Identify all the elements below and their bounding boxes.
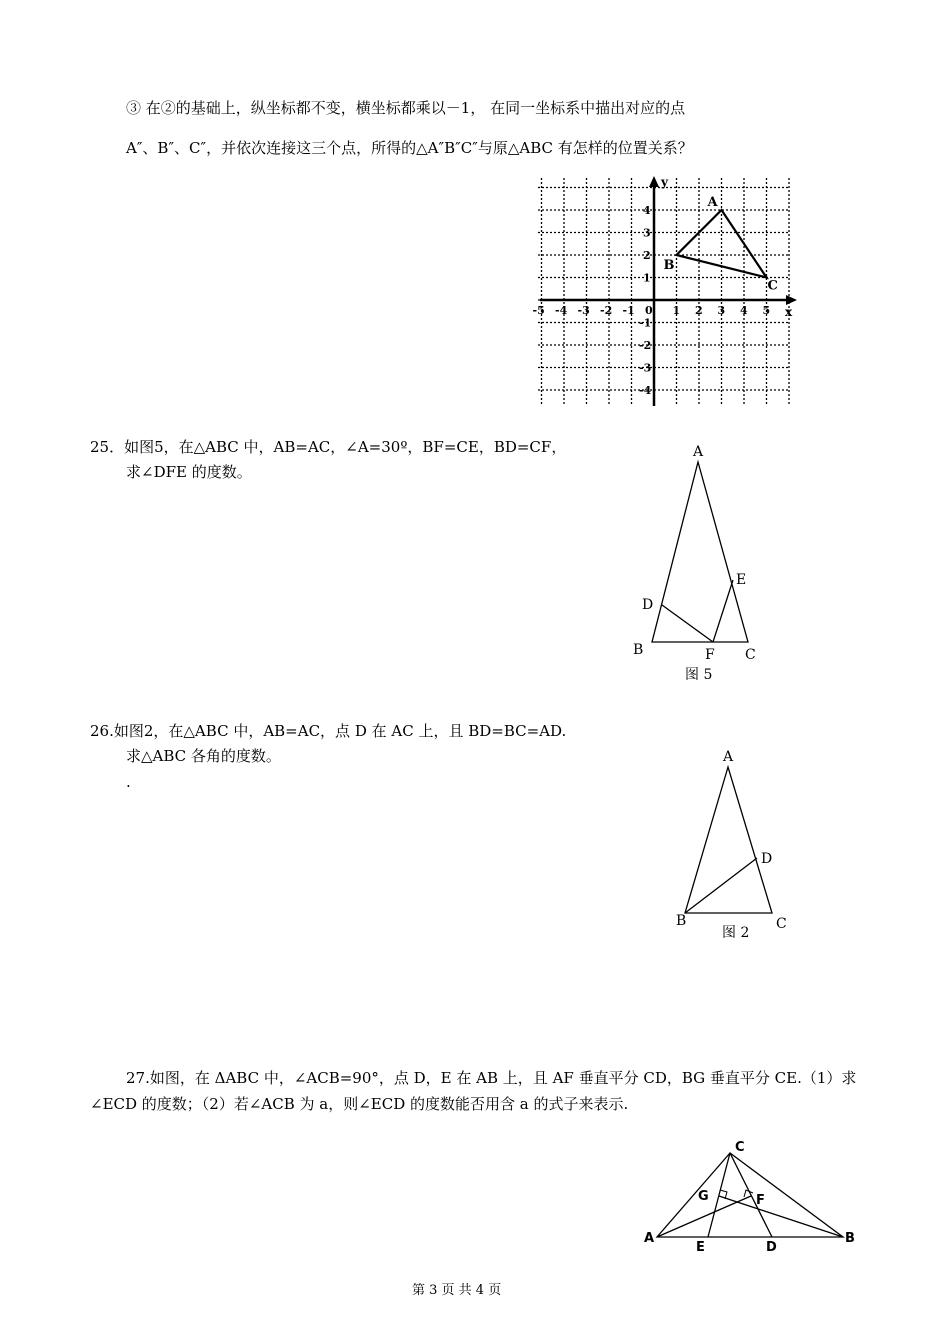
fig2-label-b: B [676, 913, 687, 929]
q24-line2: A″、B″、C″，并依次连接这三个点，所得的△A″B″C″与原△ABC 有怎样的位置关系？ [126, 139, 693, 157]
y-tick-label: -4 [639, 384, 652, 397]
x-tick-label: 4 [740, 304, 748, 317]
figure-5 [625, 440, 785, 690]
fig2-label-c: C [776, 916, 787, 932]
point-a-label: A [707, 195, 718, 210]
axis-x-label: x [785, 305, 793, 319]
y-tick-label: -1 [639, 316, 652, 330]
fig2-caption: 图 2 [722, 925, 750, 941]
fig27-label-g: G [698, 1189, 709, 1204]
y-axis-arrow [649, 176, 659, 187]
fig5-label-a: A [693, 444, 704, 460]
x-tick-label: -3 [577, 304, 590, 317]
point-b-label: B [663, 258, 675, 273]
q26-dot: . [126, 773, 131, 791]
q25-line2: 求∠DFE 的度数。 [126, 463, 252, 481]
fig5-label-f: F [705, 647, 715, 663]
y-tick-label: -2 [639, 339, 652, 352]
fig27-label-a: A [644, 1231, 655, 1246]
point-c-label: C [767, 278, 778, 294]
q26-line2: 求△ABC 各角的度数。 [126, 747, 281, 765]
x-tick-label: -5 [532, 304, 545, 317]
fig27-label-c: C [735, 1140, 745, 1155]
fig2-label-d: D [761, 851, 773, 867]
fig5-triangle-abc [652, 462, 748, 642]
figure-2 [670, 745, 820, 945]
fig5-label-b: B [633, 642, 644, 658]
fig27-label-e: E [696, 1240, 705, 1255]
fig5-label-c: C [745, 647, 756, 663]
x-tick-label: 5 [762, 304, 771, 317]
y-tick-label: 1 [643, 271, 651, 285]
x-tick-label: 3 [717, 304, 726, 317]
fig5-label-d: D [642, 597, 654, 613]
fig27-label-f: F [756, 1193, 765, 1208]
q26-line1: 26.如图2，在△ABC 中，AB=AC，点 D 在 AC 上，且 BD=BC=AD. [90, 722, 567, 740]
x-tick-label: 1 [672, 304, 681, 317]
origin-label: 0 [645, 304, 653, 317]
y-tick-label: 2 [643, 249, 651, 262]
figure-27 [640, 1135, 870, 1265]
fig27-label-b: B [845, 1231, 855, 1246]
fig2-triangle-abc [685, 767, 772, 913]
y-tick-label: 3 [643, 226, 651, 240]
axis-y-label: y [661, 175, 668, 189]
x-axis-arrow [786, 295, 797, 305]
fig5-segment-fe [713, 580, 733, 642]
x-tick-label: -2 [600, 304, 613, 317]
fig27-segment-cd [730, 1153, 772, 1237]
x-tick-label: -1 [622, 304, 635, 317]
q24-line1: ③ 在②的基础上，纵坐标都不变，横坐标都乘以－1， 在同一坐标系中描出对应的点 [126, 99, 686, 117]
q27-line1: 27.如图，在 ΔABC 中，∠ACB=90°，点 D，E 在 AB 上，且 AF 垂直平分 CD，BG 垂直平分 CE.（1）求 [126, 1069, 857, 1087]
x-tick-label: 2 [695, 304, 703, 317]
fig5-segment-df [662, 605, 713, 642]
fig2-segment-bd [685, 858, 757, 913]
fig5-caption: 图 5 [685, 667, 713, 683]
fig2-label-a: A [723, 749, 734, 765]
y-tick-label: -3 [639, 361, 652, 375]
fig27-label-d: D [766, 1240, 777, 1255]
fig27-segment-bg [719, 1196, 843, 1237]
q27-line2: ∠ECD 的度数；（2）若∠ACB 为 a，则∠ECD 的度数能否用含 a 的式子来表示. [90, 1095, 629, 1113]
coordinate-grid-figure [532, 170, 805, 410]
fig5-label-e: E [736, 572, 747, 588]
page-footer: 第 3 页 共 4 页 [412, 1283, 502, 1298]
y-tick-label: 4 [643, 204, 651, 217]
q25-line1: 25．如图5，在△ABC 中，AB=AC，∠A=30º，BF=CE，BD=CF， [90, 438, 567, 456]
x-tick-label: -4 [555, 304, 568, 317]
